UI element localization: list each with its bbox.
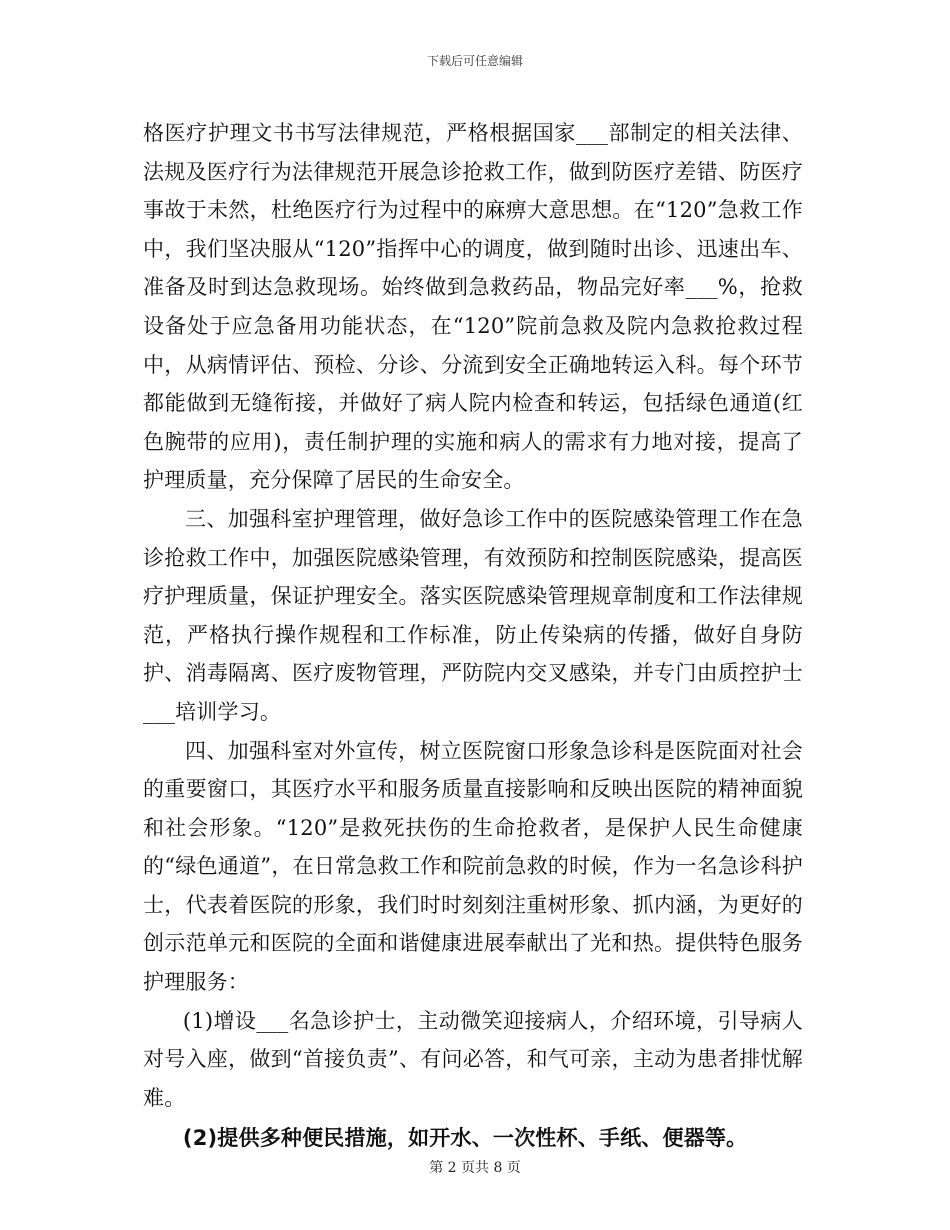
page-header: 下载后可任意编辑 — [426, 54, 523, 68]
list-item-one: (1)增设___名急诊护士，主动微笑迎接病人，介绍环境，引导病人对号入座，做到“首接负责”、有问必答，和气可亲，主动为患者排忧解难。 — [143, 1008, 803, 1110]
list-item-two: (2)提供多种便民措施，如开水、一次性杯、手纸、便器等。 — [182, 1126, 748, 1151]
document-body — [143, 114, 803, 1158]
page-footer: 第 2 页共 8 页 — [429, 1160, 521, 1176]
paragraph-section-three: 三、加强科室护理管理，做好急诊工作中的医院感染管理工作在急诊抢救工作中，加强医院感染管理，有效预防和控制医院感染，提高医疗护理质量，保证护理安全。落实医院感染管理规章制度和工作法律规范，严格执行操作规程和工作标准，防止传染病的传播，做好自身防护、消毒隔离、医疗废物管理，严防院内交叉感染，并专门由质控护士___培训学习。 — [143, 506, 803, 724]
paragraph-continuation: 格医疗护理文书书写法律规范，严格根据国家___部制定的相关法律、法规及医疗行为法律规范开展急诊抢救工作，做到防医疗差错、防医疗事故于未然，杜绝医疗行为过程中的麻痹大意思想。在“120”急救工作中，我们坚决服从“120”指挥中心的调度，做到随时出诊、迅速出车、准备及时到达急救现场。始终做到急救药品，物品完好率___%，抢救设备处于应急备用功能状态，在“120”院前急救及院内急救抢救过程中，从病情评估、预检、分诊、分流到安全正确地转运入科。每个环节都能做到无缝衔接，并做好了病人院内检查和转运，包括绿色通道(红色腕带的应用)，责任制护理的实施和病人的需求有力地对接，提高了护理质量，充分保障了居民的生命安全。 — [143, 121, 803, 493]
paragraph-section-four: 四、加强科室对外宣传，树立医院窗口形象急诊科是医院面对社会的重要窗口，其医疗水平和服务质量直接影响和反映出医院的精神面貌和社会形象。“120”是救死扶伤的生命抢救者，是保护人民生命健康的“绿色通道”，在日常急救工作和院前急救的时候，作为一名急诊科护士，代表着医院的形象，我们时时刻刻注重树形象、抓内涵，为更好的创示范单元和医院的全面和谐健康进展奉献出了光和热。提供特色服务护理服务： — [143, 738, 803, 995]
